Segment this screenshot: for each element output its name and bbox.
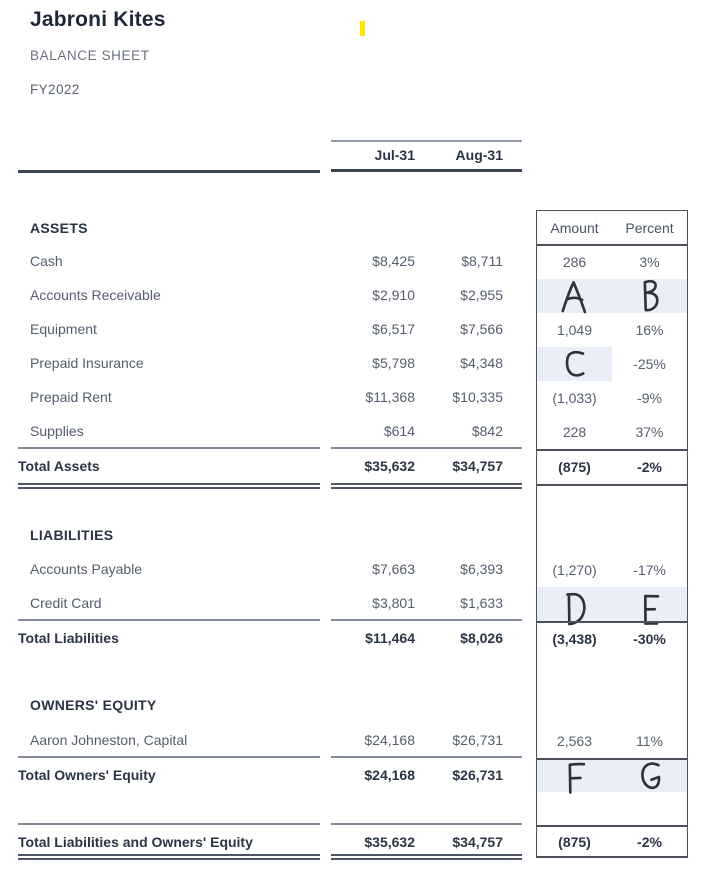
jul-value: $35,632 <box>364 458 415 474</box>
aug-value: $34,757 <box>452 834 503 850</box>
jul-value: $8,425 <box>372 253 415 269</box>
divider <box>18 170 320 173</box>
divider <box>331 487 522 489</box>
jul-value: $35,632 <box>364 834 415 850</box>
variance-panel <box>536 210 688 858</box>
row-prepaid-rent <box>18 380 522 414</box>
panel-row-total-assets <box>537 451 687 483</box>
account-label: Accounts Receivable <box>30 287 161 303</box>
aug-value: $26,731 <box>452 767 503 783</box>
aug-value: $34,757 <box>452 458 503 474</box>
account-label: Equipment <box>30 321 97 337</box>
percent-cell: 3% <box>639 254 660 270</box>
amount-cell: 2,563 <box>556 733 593 749</box>
jul-value: $6,517 <box>372 321 415 337</box>
total-label: Total Liabilities <box>18 630 119 646</box>
divider <box>331 854 522 856</box>
row-accounts-payable <box>18 552 522 586</box>
divider <box>18 483 320 485</box>
divider <box>331 858 522 860</box>
account-label: Prepaid Insurance <box>30 355 144 371</box>
aug-value: $8,026 <box>460 630 503 646</box>
divider <box>331 140 522 142</box>
total-label: Total Assets <box>18 458 100 474</box>
account-label: Cash <box>30 253 63 269</box>
text-cursor <box>360 21 365 36</box>
aug-value: $26,731 <box>452 732 503 748</box>
aug-value: $8,711 <box>461 253 503 269</box>
percent-cell: -17% <box>633 562 666 578</box>
divider <box>331 169 522 172</box>
account-label: Accounts Payable <box>30 561 143 577</box>
aug-value: $7,566 <box>460 321 503 337</box>
row-prepaid-insurance <box>18 346 522 380</box>
row-total-assets <box>18 449 522 483</box>
handwritten-letter-e[interactable] <box>612 587 687 621</box>
amount-cell: (1,033) <box>552 390 597 406</box>
amount-cell: (875) <box>558 834 591 850</box>
row-equipment <box>18 312 522 346</box>
panel-header-row <box>537 211 687 244</box>
panel-row-cash <box>537 245 687 279</box>
handwritten-letter-d[interactable] <box>537 587 612 621</box>
account-label: Supplies <box>30 423 84 439</box>
section-header-owners-equity: OWNERS' EQUITY <box>30 697 157 713</box>
aug-value: $1,633 <box>460 595 503 611</box>
panel-row-equipment <box>537 313 687 347</box>
handwritten-letter-f[interactable] <box>537 760 612 792</box>
panel-row-accounts-payable <box>537 553 687 587</box>
account-label: Aaron Johneston, Capital <box>30 732 188 748</box>
total-label: Total Owners' Equity <box>18 767 156 783</box>
row-credit-card <box>18 586 522 620</box>
aug-value: $4,348 <box>460 355 503 371</box>
percent-cell: 11% <box>636 733 663 749</box>
jul-value: $24,168 <box>364 767 415 783</box>
percent-cell: -30% <box>633 631 666 647</box>
jul-value: $614 <box>383 423 415 439</box>
percent-cell: -25% <box>633 356 666 372</box>
percent-cell: 16% <box>635 322 664 338</box>
section-header-liabilities: LIABILITIES <box>30 527 114 543</box>
fiscal-year: FY2022 <box>30 82 80 97</box>
panel-row-prepaid-insurance <box>537 347 687 381</box>
amount-cell: (875) <box>558 459 591 475</box>
amount-cell: (1,270) <box>552 562 597 578</box>
jul-value: $24,168 <box>364 732 415 748</box>
divider <box>18 854 320 856</box>
aug-value: $842 <box>471 423 503 439</box>
aug-value: $2,955 <box>460 287 503 303</box>
panel-row-total-owners-equity <box>537 760 687 792</box>
panel-row-supplies <box>537 415 687 449</box>
row-accounts-receivable <box>18 278 522 312</box>
percent-column-header: Percent <box>625 219 674 236</box>
divider <box>537 484 687 486</box>
total-label: Total Liabilities and Owners' Equity <box>18 834 253 850</box>
column-header-aug: Aug-31 <box>455 147 503 163</box>
account-label: Prepaid Rent <box>30 389 112 405</box>
handwritten-letter-a[interactable] <box>537 279 612 313</box>
aug-value: $6,393 <box>460 561 503 577</box>
aug-value: $10,335 <box>452 389 503 405</box>
divider <box>18 858 320 860</box>
amount-cell: 286 <box>562 254 587 270</box>
row-total-owners-equity <box>18 758 522 792</box>
section-header-assets: ASSETS <box>30 220 88 236</box>
jul-value: $2,910 <box>372 287 415 303</box>
divider <box>331 483 522 485</box>
jul-value: $11,368 <box>365 389 415 405</box>
percent-cell: 37% <box>635 424 664 440</box>
company-name: Jabroni Kites <box>30 8 166 31</box>
panel-row-accounts-receivable <box>537 279 687 313</box>
amount-cell: 228 <box>562 424 587 440</box>
panel-row-total-liabilities <box>537 623 687 655</box>
report-type: BALANCE SHEET <box>30 48 150 63</box>
panel-row-capital <box>537 724 687 758</box>
percent-cell: -2% <box>637 459 662 475</box>
jul-value: $3,801 <box>372 595 415 611</box>
divider <box>18 487 320 489</box>
handwritten-letter-b[interactable] <box>612 279 687 313</box>
percent-cell: -2% <box>637 834 662 850</box>
row-capital <box>18 723 522 757</box>
amount-cell: 1,049 <box>556 322 593 338</box>
handwritten-letter-g[interactable] <box>612 760 687 792</box>
row-cash <box>18 244 522 278</box>
jul-value: $11,464 <box>365 630 415 646</box>
account-label: Credit Card <box>30 595 102 611</box>
amount-cell: (3,438) <box>552 631 597 647</box>
jul-value: $5,798 <box>372 355 415 371</box>
panel-row-prepaid-rent <box>537 381 687 415</box>
percent-cell: -9% <box>637 390 662 406</box>
panel-row-credit-card <box>537 587 687 621</box>
panel-row-grand-total <box>537 827 687 857</box>
row-supplies <box>18 414 522 448</box>
column-header-jul: Jul-31 <box>374 147 415 163</box>
row-total-liabilities <box>18 621 522 655</box>
handwritten-letter-c[interactable] <box>537 347 612 381</box>
jul-value: $7,663 <box>372 561 415 577</box>
amount-column-header: Amount <box>550 219 599 236</box>
